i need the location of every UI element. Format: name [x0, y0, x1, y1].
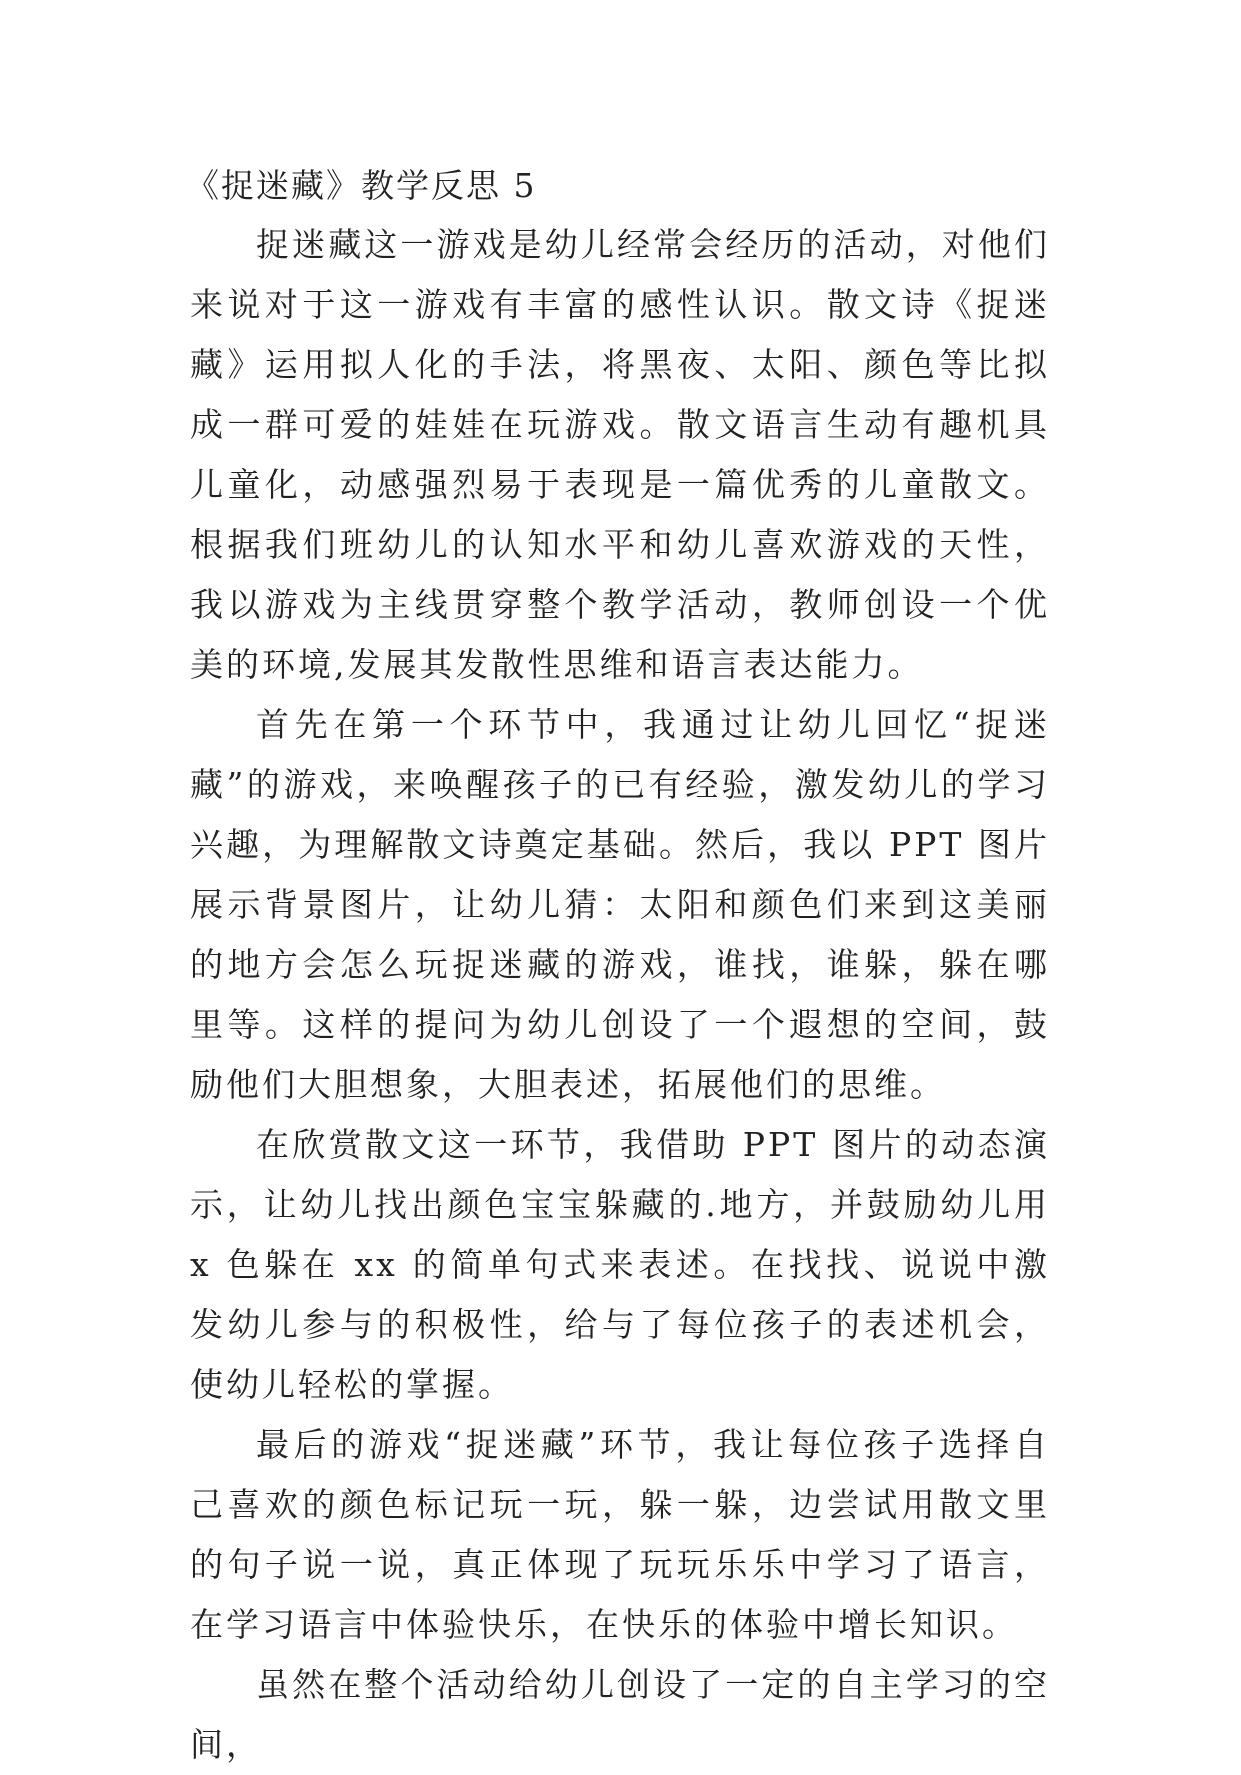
document-title: 《捉迷藏》教学反思 5	[186, 166, 537, 205]
paragraph: 虽然在整个活动给幼儿创设了一定的自主学习的空间，	[190, 1665, 1050, 1764]
paragraph: 在欣赏散文这一环节，我借助 PPT 图片的动态演示，让幼儿找出颜色宝宝躲藏的.地方，并鼓励幼儿用 x 色躲在 xx 的简单句式来表述。在找找、说说中激发幼儿参与的积极性，给与了每位孩子的表述机会，使幼儿轻松的掌握。	[190, 1125, 1050, 1404]
document-body	[190, 215, 1050, 1775]
paragraph: 首先在第一个环节中，我通过让幼儿回忆“捉迷藏”的游戏，来唤醒孩子的已有经验，激发幼儿的学习兴趣，为理解散文诗奠定基础。然后，我以 PPT 图片展示背景图片，让幼儿猜：太阳和颜色们来到这美丽的地方会怎么玩捉迷藏的游戏，谁找，谁躲，躲在哪里等。这样的提问为幼儿创设了一个遐想的空间，鼓励他们大胆想象，大胆表述，拓展他们的思维。	[190, 705, 1050, 1104]
paragraph: 捉迷藏这一游戏是幼儿经常会经历的活动，对他们来说对于这一游戏有丰富的感性认识。散文诗《捉迷藏》运用拟人化的手法，将黑夜、太阳、颜色等比拟成一群可爱的娃娃在玩游戏。散文语言生动有趣机具儿童化，动感强烈易于表现是一篇优秀的儿童散文。根据我们班幼儿的认知水平和幼儿喜欢游戏的天性，我以游戏为主线贯穿整个教学活动，教师创设一个优美的环境,发展其发散性思维和语言表达能力。	[190, 225, 1050, 684]
paragraph: 最后的游戏“捉迷藏”环节，我让每位孩子选择自己喜欢的颜色标记玩一玩，躲一躲，边尝试用散文里的句子说一说，真正体现了玩玩乐乐中学习了语言，在学习语言中体验快乐，在快乐的体验中增长知识。	[190, 1425, 1050, 1644]
